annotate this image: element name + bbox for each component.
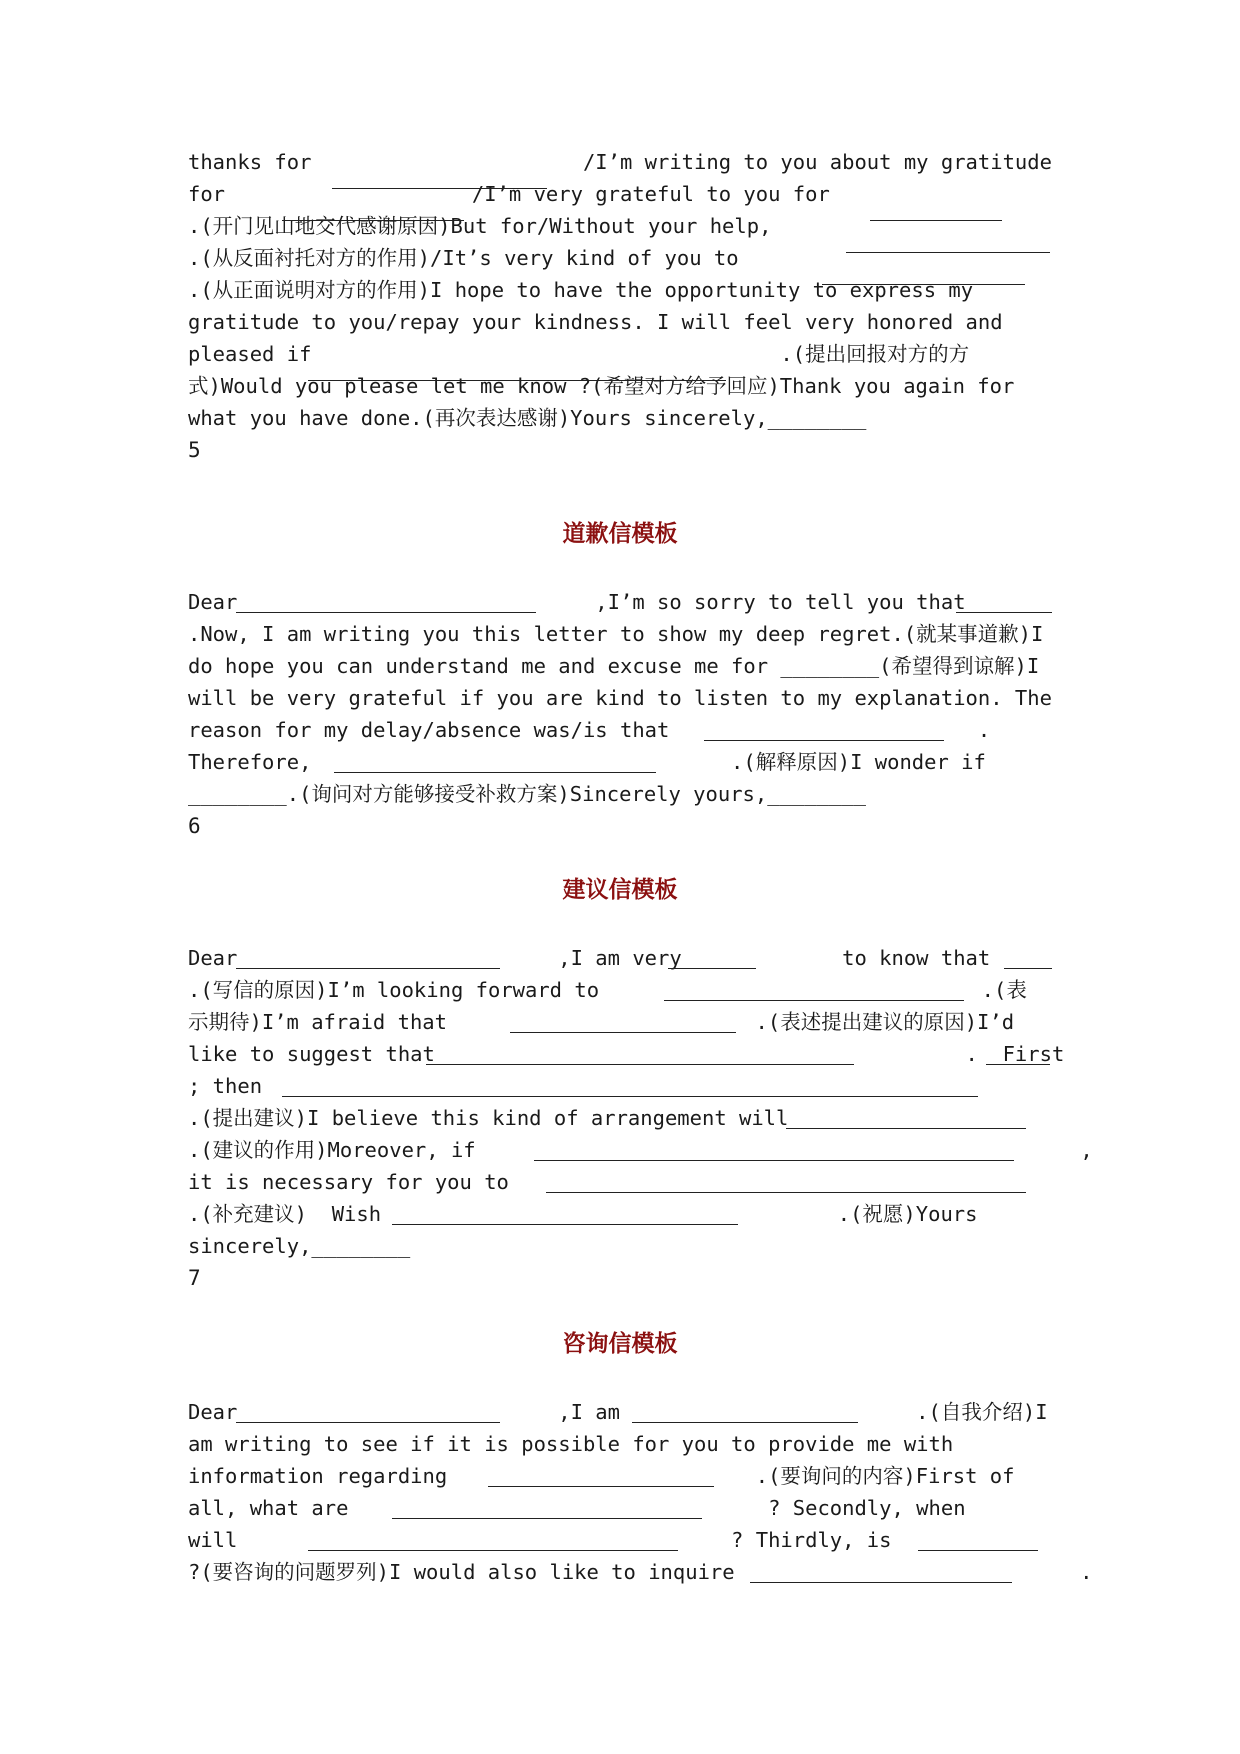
inquiry-line-5: will ? Thirdly, is	[188, 1528, 892, 1552]
fill-blank	[534, 1160, 1014, 1161]
fill-blank	[282, 1096, 978, 1097]
fill-blank	[664, 1000, 964, 1001]
fill-blank	[750, 1582, 1012, 1583]
section-number-7: 7	[188, 1266, 201, 1290]
inquiry-line-1: Dear ,I am .(自我介绍)I	[188, 1400, 1048, 1424]
inquiry-line-2: am writing to see if it is possible for you to provide me with	[188, 1432, 954, 1456]
thanks-line-8: 式)Would you please let me know ?(希望对方给予回应)Thank you again for	[188, 374, 1015, 398]
suggestion-line-10: sincerely,________	[188, 1234, 411, 1258]
suggestion-line-3: 示期待)I’m afraid that .(表述提出建议的原因)I’d	[188, 1010, 1015, 1034]
fill-blank	[332, 188, 547, 189]
apology-letter-title: 道歉信模板	[562, 520, 678, 547]
inquiry-line-3: information regarding .(要询问的内容)First of	[188, 1464, 1015, 1488]
fill-blank	[392, 1224, 738, 1225]
suggestion-line-5: ; then	[188, 1074, 263, 1098]
suggestion-letter-title: 建议信模板	[562, 876, 678, 903]
thanks-line-7: pleased if .(提出回报对方的方	[188, 342, 970, 366]
fill-blank	[704, 740, 944, 741]
fill-blank	[786, 1128, 1026, 1129]
thanks-line-9: what you have done.(再次表达感谢)Yours sincerely,________	[188, 406, 867, 430]
fill-blank	[870, 220, 1002, 221]
apology-line-6: Therefore, .(解释原因)I wonder if	[188, 750, 986, 774]
fill-blank	[488, 1486, 714, 1487]
fill-blank	[308, 380, 726, 381]
inquiry-letter-title: 咨询信模板	[562, 1330, 678, 1357]
section-number-5: 5	[188, 438, 201, 462]
fill-blank	[334, 772, 656, 773]
suggestion-line-6: .(提出建议)I believe this kind of arrangement will	[188, 1106, 789, 1130]
fill-blank	[986, 1064, 1050, 1065]
thanks-line-2: for /I’m very grateful to you for	[188, 182, 830, 206]
fill-blank	[668, 968, 756, 969]
suggestion-line-4: like to suggest that . First	[188, 1042, 1065, 1066]
fill-blank	[236, 1422, 500, 1423]
apology-line-3: do hope you can understand me and excuse me for ________(希望得到谅解)I	[188, 654, 1040, 678]
fill-blank	[510, 1032, 736, 1033]
apology-line-1: Dear ,I’m so sorry to tell you that	[188, 590, 966, 614]
section-number-6: 6	[188, 814, 201, 838]
thanks-line-5: .(从正面说明对方的作用)I hope to have the opportunity to express my	[188, 278, 974, 302]
inquiry-line-6: ?(要咨询的问题罗列)I would also like to inquire .	[188, 1560, 1093, 1584]
suggestion-line-8: it is necessary for you to	[188, 1170, 509, 1194]
apology-line-7: ________.(询问对方能够接受补救方案)Sincerely yours,________	[188, 782, 866, 806]
fill-blank	[956, 612, 1052, 613]
fill-blank	[822, 284, 1025, 285]
suggestion-line-1: Dear ,I am very to know that	[188, 946, 991, 970]
suggestion-line-7: .(建议的作用)Moreover, if ,	[188, 1138, 1093, 1162]
fill-blank	[236, 612, 536, 613]
fill-blank	[1004, 968, 1052, 969]
fill-blank	[282, 220, 464, 221]
fill-blank	[426, 1064, 854, 1065]
thanks-line-3: .(开门见山地交代感谢原因)But for/Without your help,	[188, 214, 772, 238]
fill-blank	[308, 1550, 678, 1551]
fill-blank	[392, 1518, 702, 1519]
fill-blank	[632, 1422, 858, 1423]
thanks-line-4: .(从反面衬托对方的作用)/It’s very kind of you to	[188, 246, 739, 270]
thanks-line-1: thanks for /I’m writing to you about my gratitude	[188, 150, 1052, 174]
inquiry-line-4: all, what are ? Secondly, when	[188, 1496, 966, 1520]
apology-line-2: .Now, I am writing you this letter to show my deep regret.(就某事道歉)I	[188, 622, 1044, 646]
suggestion-line-9: .(补充建议) Wish .(祝愿)Yours	[188, 1202, 978, 1226]
fill-blank	[846, 252, 1050, 253]
fill-blank	[918, 1550, 1038, 1551]
fill-blank	[546, 1192, 1026, 1193]
apology-line-4: will be very grateful if you are kind to listen to my explanation. The	[188, 686, 1052, 710]
apology-line-5: reason for my delay/absence was/is that .	[188, 718, 991, 742]
fill-blank	[236, 968, 500, 969]
thanks-line-6: gratitude to you/repay your kindness. I will feel very honored and	[188, 310, 1003, 334]
suggestion-line-2: .(写信的原因)I’m looking forward to .(表	[188, 978, 1027, 1002]
